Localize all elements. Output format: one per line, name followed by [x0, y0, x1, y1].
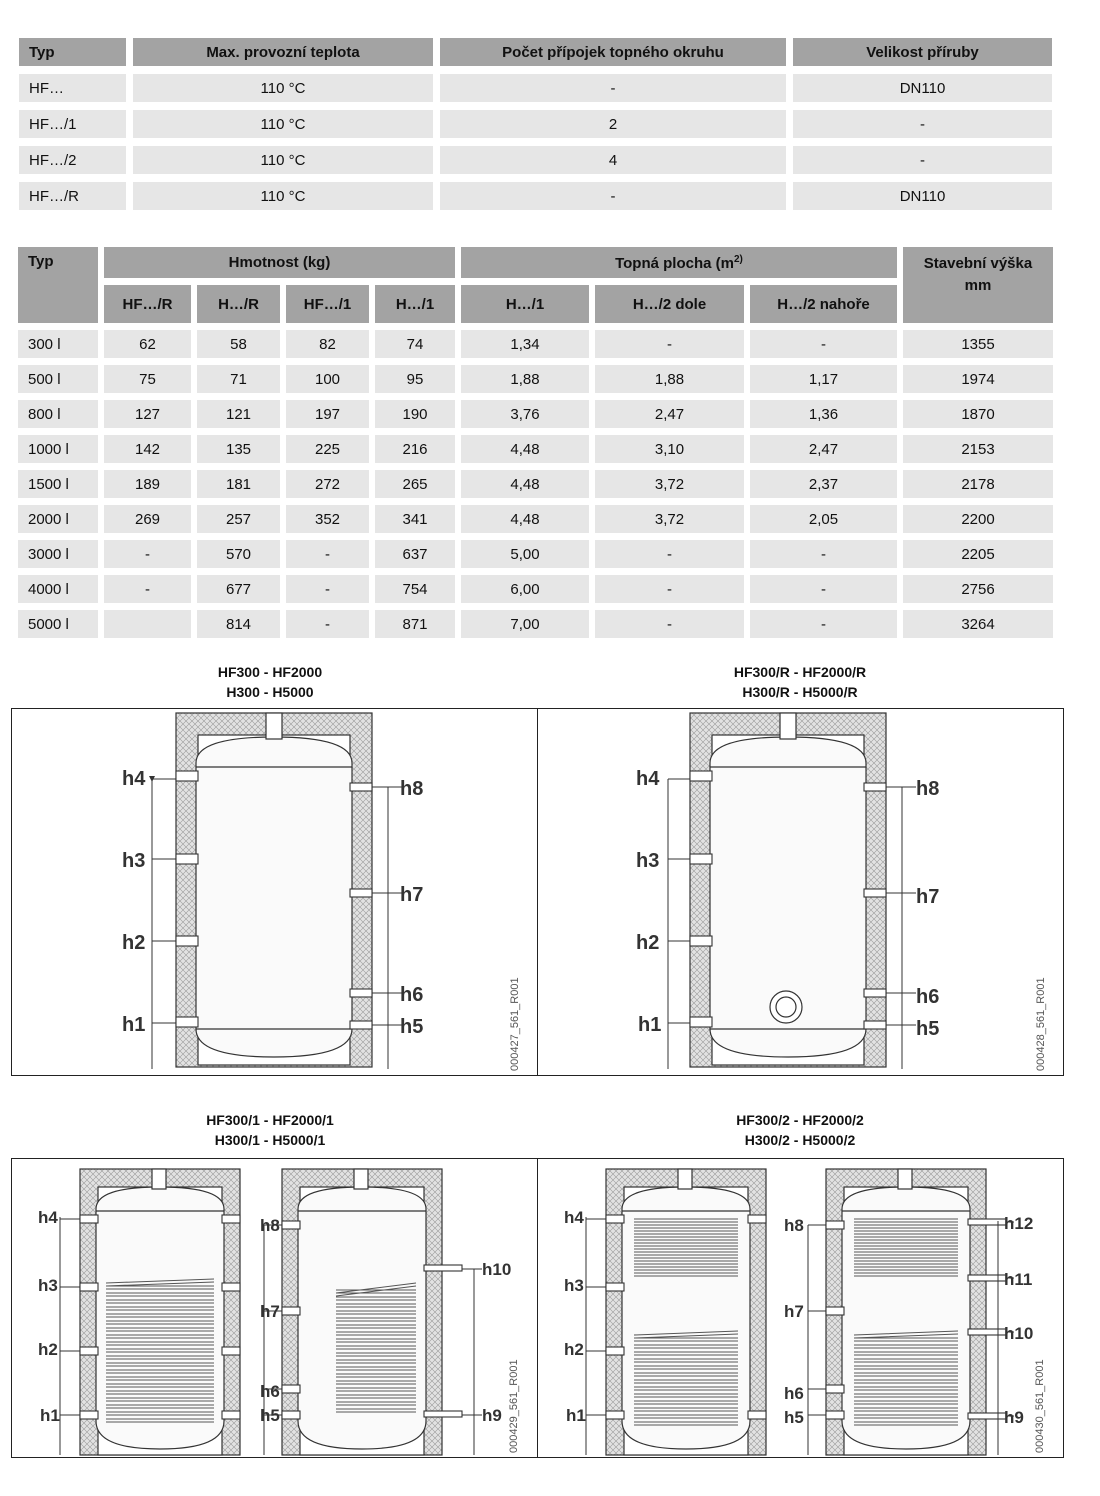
table-row — [18, 610, 1053, 638]
caption-diagram-3 — [140, 1110, 400, 1150]
table-cell: 2200 — [903, 505, 1053, 533]
col-typ: Typ — [19, 38, 126, 66]
table-cell: 2 — [440, 110, 786, 138]
table-row — [18, 540, 1053, 568]
table-row — [18, 400, 1053, 428]
sub-hf-r: HF…/R — [104, 285, 191, 323]
table-cell: 300 l — [18, 330, 98, 358]
table-row — [19, 110, 1052, 138]
table-cell: 100 — [286, 365, 369, 393]
label-h3: h3 — [122, 850, 146, 872]
table-cell: 754 — [375, 575, 455, 603]
label-h4: h4 — [122, 768, 146, 790]
table-row — [18, 330, 1053, 358]
table-cell: - — [793, 146, 1052, 174]
table-header-row — [18, 247, 1053, 278]
label-h2: h2 — [38, 1340, 58, 1359]
table-cell: 265 — [375, 470, 455, 498]
table-cell: 110 °C — [133, 74, 433, 102]
sub-area-h2-bottom: H…/2 dole — [595, 285, 744, 323]
label-h6: h6 — [260, 1382, 280, 1401]
table-cell: - — [595, 575, 744, 603]
table-header-row — [19, 38, 1052, 66]
table-cell: 2,37 — [750, 470, 897, 498]
label-h6: h6 — [784, 1384, 804, 1403]
label-h10: h10 — [1004, 1324, 1034, 1343]
table-cell: 272 — [286, 470, 369, 498]
drawing-code: 000428_561_R001 — [1035, 977, 1047, 1071]
table-cell: - — [595, 610, 744, 638]
table-cell: 5,00 — [461, 540, 589, 568]
diagram-frame-1 — [11, 708, 539, 1076]
table-cell: 1500 l — [18, 470, 98, 498]
table-cell: HF… — [19, 74, 126, 102]
table-cell: 1,17 — [750, 365, 897, 393]
table-cell: 6,00 — [461, 575, 589, 603]
table-cell: - — [793, 110, 1052, 138]
table-cell: 1870 — [903, 400, 1053, 428]
table-row — [18, 435, 1053, 463]
label-h5: h5 — [916, 1018, 940, 1040]
table-cell: 3,76 — [461, 400, 589, 428]
table-cell: - — [750, 540, 897, 568]
label-h5: h5 — [784, 1408, 804, 1427]
table-cell: - — [750, 610, 897, 638]
table-cell: - — [440, 182, 786, 210]
caption-line-1: HF300/2 - HF2000/2 — [736, 1112, 864, 1128]
table-cell: 1000 l — [18, 435, 98, 463]
label-h2: h2 — [564, 1340, 584, 1359]
table-cell: - — [286, 540, 369, 568]
label-h2: h2 — [122, 932, 146, 954]
label-h3: h3 — [636, 850, 660, 872]
table-cell: 800 l — [18, 400, 98, 428]
table-row — [18, 365, 1053, 393]
table-cell: - — [595, 330, 744, 358]
table-cell: - — [750, 575, 897, 603]
table-cell: 2205 — [903, 540, 1053, 568]
label-h7: h7 — [260, 1302, 280, 1321]
table-cell: 1,88 — [595, 365, 744, 393]
table-cell: 2153 — [903, 435, 1053, 463]
table-row — [18, 575, 1053, 603]
sub-hf-1: HF…/1 — [286, 285, 369, 323]
table-cell: 341 — [375, 505, 455, 533]
label-h4: h4 — [636, 768, 660, 790]
label-h1: h1 — [566, 1406, 586, 1425]
table-weights-areas — [12, 240, 1059, 645]
col-max-temp: Max. provozní teplota — [133, 38, 433, 66]
table-cell: 1,34 — [461, 330, 589, 358]
table-cell: HF…/1 — [19, 110, 126, 138]
label-h1: h1 — [638, 1014, 662, 1036]
table-cell: 4,48 — [461, 435, 589, 463]
table-row — [18, 470, 1053, 498]
table-cell: - — [286, 610, 369, 638]
table-cell: 814 — [197, 610, 280, 638]
table-row — [19, 74, 1052, 102]
table-cell — [104, 610, 191, 638]
table-cell: 1974 — [903, 365, 1053, 393]
table-cell: 62 — [104, 330, 191, 358]
col-group-area: Topná plocha ($m^{2)}$ — [461, 247, 897, 278]
label-h8: h8 — [784, 1216, 804, 1235]
tank-diagram-hf-r — [538, 709, 1063, 1075]
table-row — [19, 182, 1052, 210]
table-cell: 352 — [286, 505, 369, 533]
table-subheader-row — [18, 285, 1053, 323]
caption-line-2: H300/R - H5000/R — [742, 684, 858, 700]
table-cell: 3000 l — [18, 540, 98, 568]
sub-area-h2-top: H…/2 nahoře — [750, 285, 897, 323]
label-h3: h3 — [564, 1276, 584, 1295]
label-h3: h3 — [38, 1276, 58, 1295]
label-h4: h4 — [38, 1208, 58, 1227]
table-cell: 110 °C — [133, 182, 433, 210]
col-height: Stavební výška mm — [903, 247, 1053, 323]
label-h1: h1 — [122, 1014, 146, 1036]
table-cell: DN110 — [793, 74, 1052, 102]
table-cell: HF…/2 — [19, 146, 126, 174]
table-cell: 1,88 — [461, 365, 589, 393]
table-cell: - — [104, 575, 191, 603]
table-cell: 110 °C — [133, 110, 433, 138]
table-operating-temps — [12, 30, 1059, 218]
table-cell: 197 — [286, 400, 369, 428]
sub-area-h-1: H…/1 — [461, 285, 589, 323]
drawing-code: 000429_561_R001 — [508, 1359, 520, 1453]
table-cell: 75 — [104, 365, 191, 393]
table-cell: 637 — [375, 540, 455, 568]
table-cell: 2,47 — [750, 435, 897, 463]
table-cell: 269 — [104, 505, 191, 533]
label-h5: h5 — [260, 1406, 280, 1425]
label-h9: h9 — [1004, 1408, 1024, 1427]
table-cell: 2,05 — [750, 505, 897, 533]
table-cell: 74 — [375, 330, 455, 358]
caption-diagram-1 — [140, 662, 400, 702]
table-cell: 3,72 — [595, 505, 744, 533]
col-connections: Počet přípojek topného okruhu — [440, 38, 786, 66]
table-cell: 4,48 — [461, 505, 589, 533]
drawing-code: 000427_561_R001 — [509, 977, 521, 1071]
col-flange: Velikost příruby — [793, 38, 1052, 66]
table-cell: 3,10 — [595, 435, 744, 463]
tank-diagram-hf-1 — [12, 1159, 538, 1457]
table-cell: - — [286, 575, 369, 603]
tank-diagram-hf — [12, 709, 538, 1075]
caption-diagram-2 — [670, 662, 930, 702]
table-cell: 110 °C — [133, 146, 433, 174]
table-cell: 2756 — [903, 575, 1053, 603]
label-h9: h9 — [482, 1406, 502, 1425]
drawing-code: 000430_561_R001 — [1034, 1359, 1046, 1453]
diagram-frame-4 — [537, 1158, 1064, 1458]
table-cell: 4000 l — [18, 575, 98, 603]
label-h2: h2 — [636, 932, 660, 954]
label-h6: h6 — [916, 986, 940, 1008]
table-cell: 58 — [197, 330, 280, 358]
table-cell: - — [104, 540, 191, 568]
label-h4: h4 — [564, 1208, 584, 1227]
table-cell: 1355 — [903, 330, 1053, 358]
table-cell: 95 — [375, 365, 455, 393]
caption-line-2: H300/2 - H5000/2 — [744, 1132, 856, 1148]
table-cell: 500 l — [18, 365, 98, 393]
table-row — [19, 146, 1052, 174]
label-h6: h6 — [400, 984, 424, 1006]
table-cell: 135 — [197, 435, 280, 463]
label-h1: h1 — [40, 1406, 60, 1425]
table-cell: 2000 l — [18, 505, 98, 533]
table-cell: 2,47 — [595, 400, 744, 428]
table-cell: 181 — [197, 470, 280, 498]
table-cell: 190 — [375, 400, 455, 428]
table-cell: HF…/R — [19, 182, 126, 210]
table-cell: 257 — [197, 505, 280, 533]
caption-line-2: H300/1 - H5000/1 — [214, 1132, 326, 1148]
label-h8: h8 — [260, 1216, 280, 1235]
diagram-frame-2 — [537, 708, 1064, 1076]
label-h8: h8 — [916, 778, 940, 800]
sub-h-1: H…/1 — [375, 285, 455, 323]
diagram-frame-3 — [11, 1158, 539, 1458]
table-cell: - — [750, 330, 897, 358]
table-cell: 216 — [375, 435, 455, 463]
caption-diagram-4 — [670, 1110, 930, 1150]
table-cell: 677 — [197, 575, 280, 603]
table-cell: 71 — [197, 365, 280, 393]
caption-line-1: HF300 - HF2000 — [217, 664, 323, 680]
table-cell: 3,72 — [595, 470, 744, 498]
table-cell: - — [595, 540, 744, 568]
label-h5: h5 — [400, 1016, 424, 1038]
sub-h-r: H…/R — [197, 285, 280, 323]
col-typ: Typ — [18, 247, 98, 323]
table-cell: 4 — [440, 146, 786, 174]
table-cell: 871 — [375, 610, 455, 638]
label-h7: h7 — [916, 886, 940, 908]
table-cell: 142 — [104, 435, 191, 463]
label-h11: h11 — [1004, 1270, 1033, 1289]
table-cell: 189 — [104, 470, 191, 498]
table-cell: 5000 l — [18, 610, 98, 638]
table-cell: 3264 — [903, 610, 1053, 638]
table-cell: 127 — [104, 400, 191, 428]
table-cell: - — [440, 74, 786, 102]
caption-line-1: HF300/1 - HF2000/1 — [206, 1112, 334, 1128]
table-cell: DN110 — [793, 182, 1052, 210]
table-cell: 4,48 — [461, 470, 589, 498]
table-row — [18, 505, 1053, 533]
label-h7: h7 — [784, 1302, 804, 1321]
label-h8: h8 — [400, 778, 424, 800]
table-cell: 570 — [197, 540, 280, 568]
table-cell: 1,36 — [750, 400, 897, 428]
table-cell: 82 — [286, 330, 369, 358]
table-cell: 2178 — [903, 470, 1053, 498]
table-cell: 7,00 — [461, 610, 589, 638]
caption-line-1: HF300/R - HF2000/R — [733, 664, 867, 680]
label-h10: h10 — [482, 1260, 512, 1279]
table-cell: 225 — [286, 435, 369, 463]
col-group-mass: Hmotnost (kg) — [104, 247, 455, 278]
tank-diagram-hf-2 — [538, 1159, 1063, 1457]
table-cell: 121 — [197, 400, 280, 428]
label-h7: h7 — [400, 884, 424, 906]
label-h12: h12 — [1004, 1214, 1034, 1233]
caption-line-2: H300 - H5000 — [226, 684, 314, 700]
